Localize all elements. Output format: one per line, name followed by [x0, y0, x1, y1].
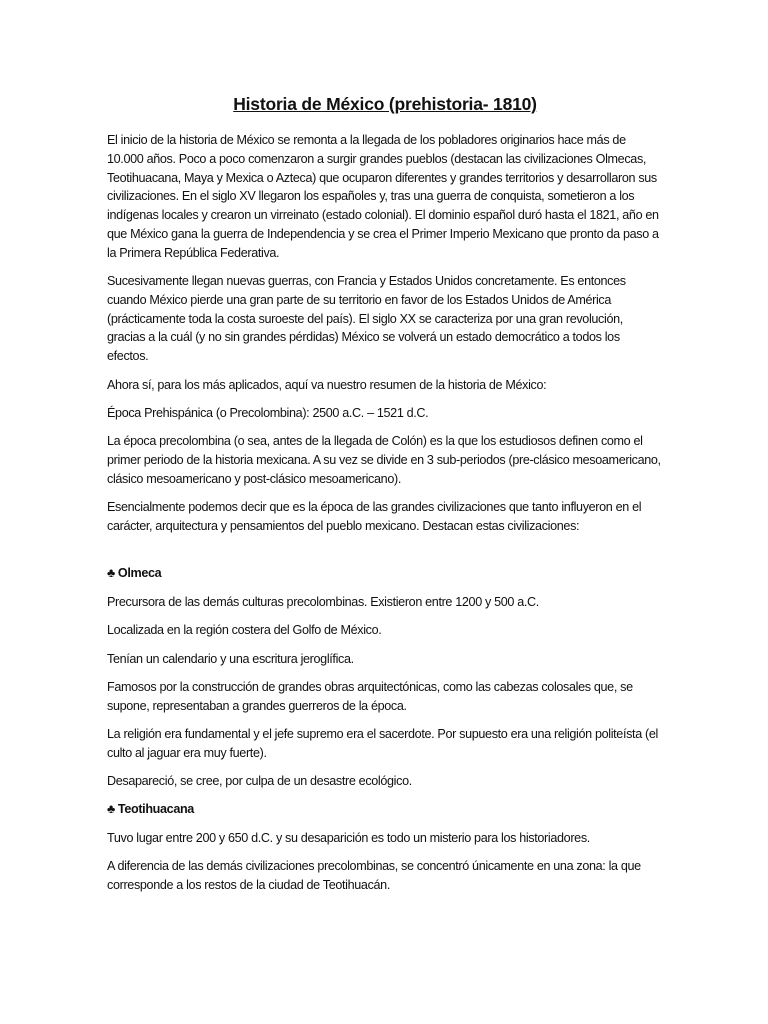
section-paragraph: Famosos por la construcción de grandes obras arquitectónicas, como las cabezas colosales que, se supone, representaban a grandes guerreros de la época. — [107, 679, 633, 713]
intro-paragraph: La época precolombina (o sea, antes de la llegada de Colón) es la que los estudiosos definen como el primer periodo de la historia mexicana. A su vez se divide en 3 sub-periodos (pre-clásico mesoamericano, clásico mesoamericano y post-clásico mesoamericano). — [107, 434, 661, 486]
era-heading: Época Prehispánica (o Precolombina): 2500 a.C. – 1521 d.C. — [107, 405, 429, 420]
section-paragraph: Precursora de las demás culturas precolombinas. Existieron entre 1200 y 500 a.C. — [107, 594, 539, 609]
section-paragraph: Localizada en la región costera del Golfo de México. — [107, 623, 382, 638]
section-paragraph: Desapareció, se cree, por culpa de un desastre ecológico. — [107, 774, 412, 789]
blank-line — [107, 545, 663, 564]
intro-paragraph: Sucesivamente llegan nuevas guerras, con Francia y Estados Unidos concretamente. Es entonces cuando México pierde una gran parte de su territorio en favor de los Estados Unidos de América (prácticamente toda la costa suroeste del país). El siglo XX se caracteriza por una gran revolución, gracias a la cuál (y no sin grandes pérdidas) México se volverá un estado democrático a todos los efectos. — [107, 274, 626, 364]
document-title: Historia de México (prehistoria- 1810) — [233, 94, 537, 114]
club-bullet-icon: ♣ — [107, 802, 115, 817]
section-heading-teotihuacana — [107, 800, 663, 819]
section-heading-olmeca — [107, 564, 663, 583]
section-paragraph: Tenían un calendario y una escritura jeroglífica. — [107, 651, 354, 666]
section-heading-label: Olmeca — [117, 566, 162, 581]
section-paragraph: La religión era fundamental y el jefe supremo era el sacerdote. Por supuesto era una religión politeísta (el culto al jaguar era muy fuerte). — [107, 726, 658, 760]
document-page — [107, 94, 663, 905]
intro-paragraph: El inicio de la historia de México se remonta a la llegada de los pobladores originarios hace más de 10.000 años. Poco a poco comenzaron a surgir grandes pueblos (destacan las civilizaciones Olmecas, Teotihuacana, Maya y Mexica o Azteca) que ocuparon diferentes y grandes territorios y desarrollaron sus civilizaciones. En el siglo XV llegaron los españoles y, tras una guerra de conquista, sometieron a los indígenas locales y crearon un virreinato (estado colonial). El dominio español duró hasta el 1821, año en que México gana la guerra de Independencia y se crea el Primer Imperio Mexicano que pronto da paso a la Primera República Federativa. — [107, 133, 659, 260]
intro-paragraph: Ahora sí, para los más aplicados, aquí va nuestro resumen de la historia de México: — [107, 377, 547, 392]
section-heading-label: Teotihuacana — [117, 802, 194, 817]
intro-paragraph: Esencialmente podemos decir que es la época de las grandes civilizaciones que tanto influyeron en el carácter, arquitectura y pensamientos del pueblo mexicano. Destacan estas civilizaciones: — [107, 500, 642, 533]
club-bullet-icon: ♣ — [107, 566, 115, 581]
section-paragraph: A diferencia de las demás civilizaciones precolombinas, se concentró únicamente en una zona: la que corresponde a los restos de la ciudad de Teotihuacán. — [107, 859, 641, 893]
section-paragraph: Tuvo lugar entre 200 y 650 d.C. y su desaparición es todo un misterio para los historiadores. — [107, 831, 590, 846]
